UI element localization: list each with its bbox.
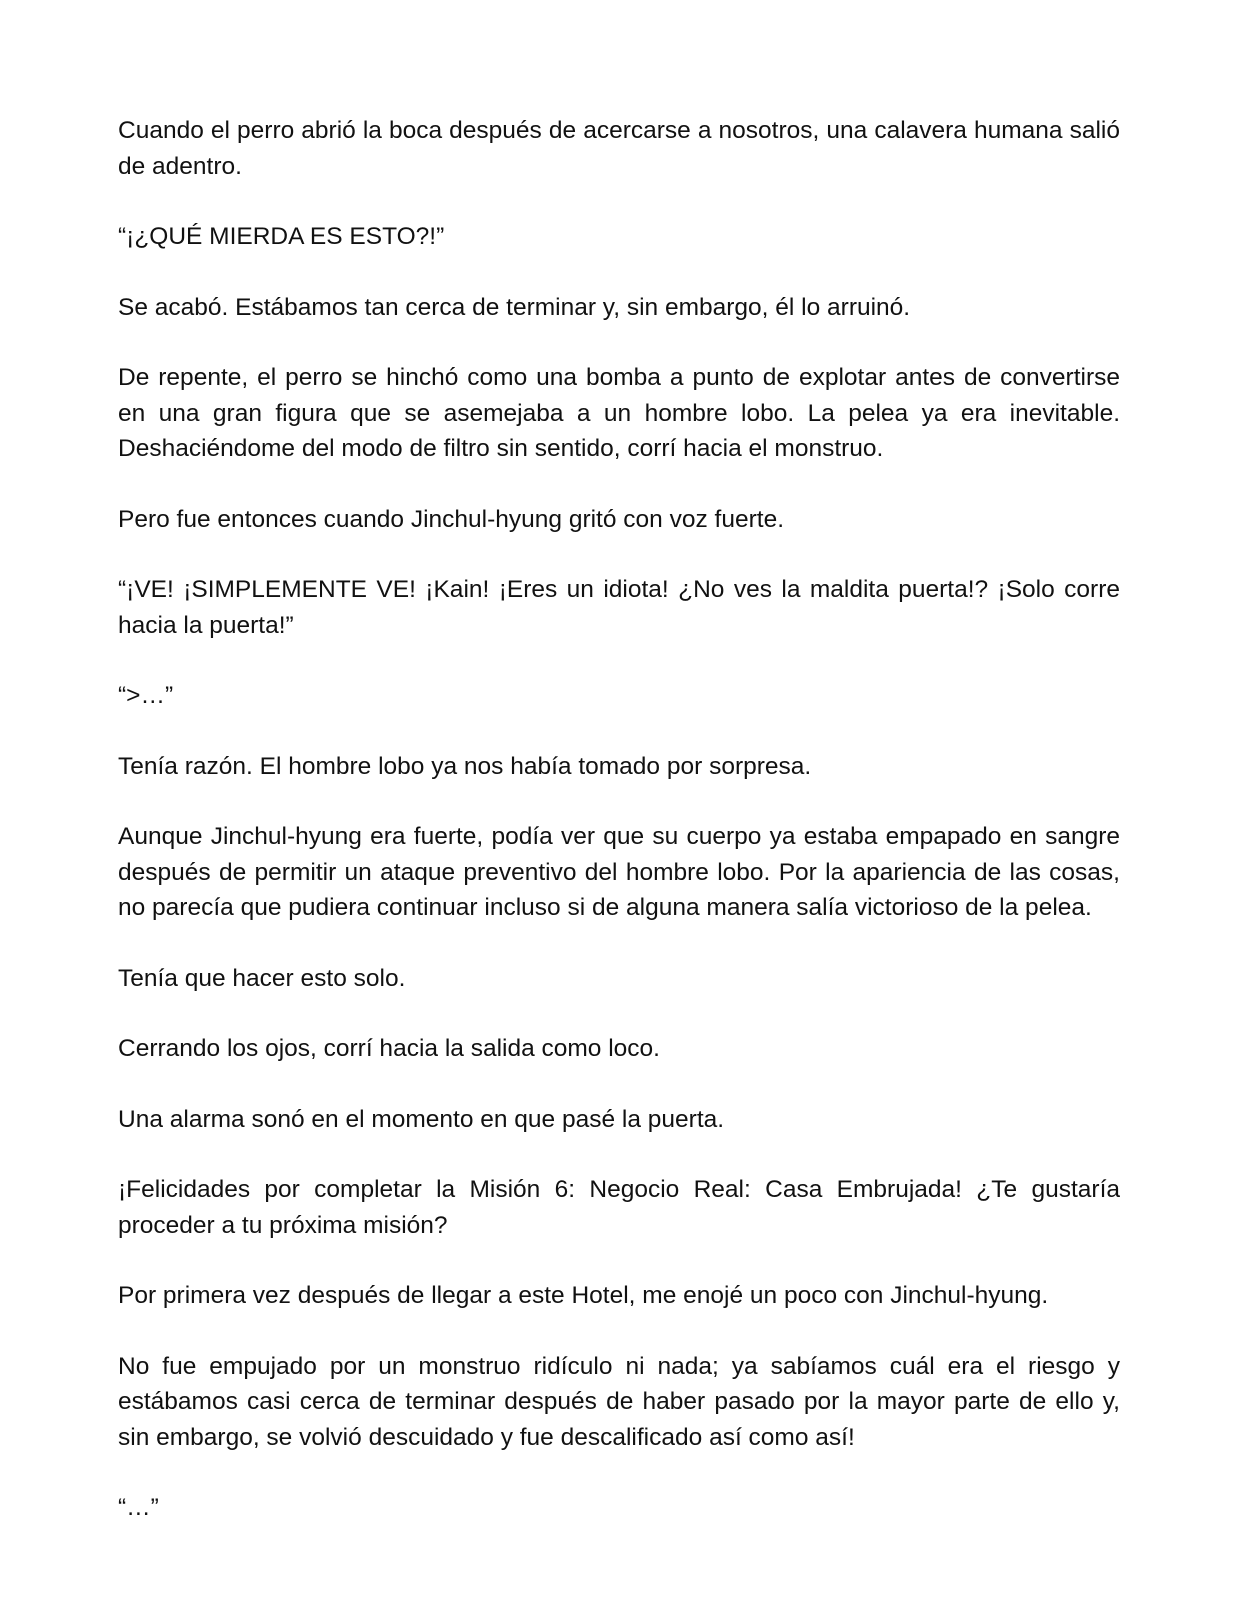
- paragraph-15: No fue empujado por un monstruo ridículo ni nada; ya sabíamos cuál era el riesgo y estábamos casi cerca de terminar después de haber pasado por la mayor parte de ello y, sin embargo, se volvió descuidado y fue descalificado así como así!: [118, 1352, 1120, 1451]
- paragraph-2: “¡¿QUÉ MIERDA ES ESTO?!”: [118, 223, 445, 250]
- paragraph-8: Tenía razón. El hombre lobo ya nos había tomado por sorpresa.: [118, 752, 812, 780]
- paragraph-12: Una alarma sonó en el momento en que pasé la puerta.: [118, 1105, 725, 1133]
- paragraph-7: “>…”: [118, 682, 174, 709]
- paragraph-1: Cuando el perro abrió la boca después de acercarse a nosotros, una calavera humana salió de adentro.: [118, 117, 1120, 180]
- paragraph-3: Se acabó. Estábamos tan cerca de terminar y, sin embargo, él lo arruinó.: [118, 293, 911, 321]
- paragraph-5: Pero fue entonces cuando Jinchul-hyung gritó con voz fuerte.: [118, 505, 784, 533]
- paragraph-4: De repente, el perro se hinchó como una bomba a punto de explotar antes de convertirse en una gran figura que se asemejaba a un hombre lobo. La pelea ya era inevitable. Deshaciéndome del modo de filtro sin sentido, corrí hacia el monstruo.: [118, 364, 1120, 462]
- paragraph-9: Aunque Jinchul-hyung era fuerte, podía ver que su cuerpo ya estaba empapado en sangre después de permitir un ataque preventivo del hombre lobo. Por la apariencia de las cosas, no parecía que pudiera continuar incluso si de alguna manera salía victorioso de la pelea.: [118, 823, 1120, 921]
- paragraph-16: “…”: [118, 1494, 159, 1521]
- paragraph-11: Cerrando los ojos, corrí hacia la salida como loco.: [118, 1035, 660, 1062]
- paragraph-10: Tenía que hacer esto solo.: [118, 964, 406, 992]
- paragraph-13: ¡Felicidades por completar la Misión 6: Negocio Real: Casa Embrujada! ¿Te gustaría proceder a tu próxima misión?: [118, 1176, 1120, 1239]
- paragraph-14: Por primera vez después de llegar a este Hotel, me enojé un poco con Jinchul-hyung.: [118, 1282, 1049, 1309]
- paragraph-6: “¡VE! ¡SIMPLEMENTE VE! ¡Kain! ¡Eres un idiota! ¿No ves la maldita puerta!? ¡Solo corre hacia la puerta!”: [118, 576, 1120, 639]
- document-page: [118, 113, 1120, 1561]
